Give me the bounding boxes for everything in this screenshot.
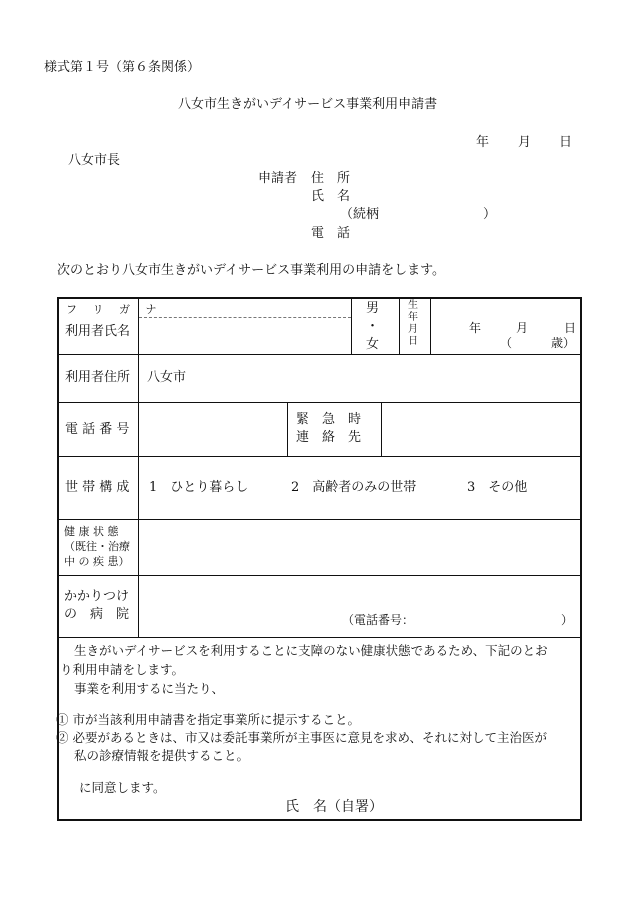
health-status-label-1: 健 康 状 態 [64,525,119,538]
household-option-2: 2 高齢者のみの世帯 [291,480,417,495]
birth-label-divider-left [399,299,400,354]
consent-item-2-line-1: ② 必要があるときは、市又は委託事業所が主事医に意見を求め、それに対して主治医が [56,730,547,745]
date-month-label: 月 [518,135,532,150]
sex-female: 女 [366,337,380,352]
hospital-label-1: かかりつけ [64,589,130,604]
birth-day-label: 日 [564,321,577,335]
household-option-3: 3 その他 [467,480,528,495]
addressee: 八女市長 [68,153,121,168]
applicant-label: 申請者 [258,171,298,186]
address-value: 八女市 [147,370,187,385]
applicant-relation-close: ） [483,207,497,222]
consent-line-2: り利用申請をします。 [60,662,185,677]
phone-label: 電 話 番 号 [65,422,130,437]
emergency-contact-line2: 連 絡 先 [296,430,362,445]
consent-line-3: 事業を利用するに当たり、 [74,681,225,696]
label-column-divider [138,299,139,637]
date-day-label: 日 [559,135,573,150]
health-status-label-3: 中 の 疾 患） [64,555,130,568]
birth-year-label: 年 [469,321,482,335]
applicant-phone-label: 電 話 [311,226,351,241]
consent-item-2-line-2: 私の診療情報を提供すること。 [74,748,250,763]
row-divider [59,637,580,638]
sex-column-divider [351,299,352,354]
applicant-address-label: 住 所 [311,171,351,186]
emergency-contact-line1: 緊 急 時 [296,412,362,427]
household-option-1: 1 ひとり暮らし [149,480,249,495]
applicant-name-label: 氏 名 [311,189,351,204]
consent-item-1: ① 市が当該利用申請書を指定事業所に提示すること。 [56,712,360,727]
intro-text: 次のとおり八女市生きがいデイサービス事業利用の申請をします。 [57,263,446,278]
emergency-divider-left [287,402,288,456]
birth-month-label: 月 [516,321,529,335]
form-number: 様式第１号（第６条関係） [44,60,201,75]
form-title: 八女市生きがいデイサービス事業利用申請書 [178,97,438,112]
household-label: 世 帯 構 成 [65,480,130,495]
user-name-label: 利用者氏名 [65,324,131,339]
hospital-phone-label: （電話番号： [342,613,415,627]
age-open: （ [500,336,513,350]
age-close: 歳） [551,336,576,350]
birth-label-1: 生 [408,300,418,311]
birth-label-3: 月 [408,324,418,335]
applicant-relation-label: （続柄 [340,207,380,222]
address-label: 利用者住所 [65,370,131,385]
birth-label-2: 年 [408,312,418,323]
consent-agree: に同意します。 [79,780,166,795]
hospital-label-2: の 病 院 [64,607,130,622]
furigana-label: フ リ ガ ナ [66,303,163,316]
birth-label-4: 日 [408,336,418,347]
signature-label: 氏 名（自署） [285,799,383,815]
date-year-label: 年 [476,135,490,150]
application-form-table [57,297,582,821]
sex-dot: ・ [366,319,380,334]
furigana-dashed-line [139,317,351,318]
consent-line-1: 生きがいデイサービスを利用することに支障のない健康状態であるため、下記のとお [74,643,548,658]
birth-label-divider-right [430,299,431,354]
health-status-label-2: （既往・治療 [64,540,130,553]
sex-male: 男 [366,301,380,316]
hospital-phone-close: ） [561,613,574,627]
emergency-divider-right [381,402,382,456]
